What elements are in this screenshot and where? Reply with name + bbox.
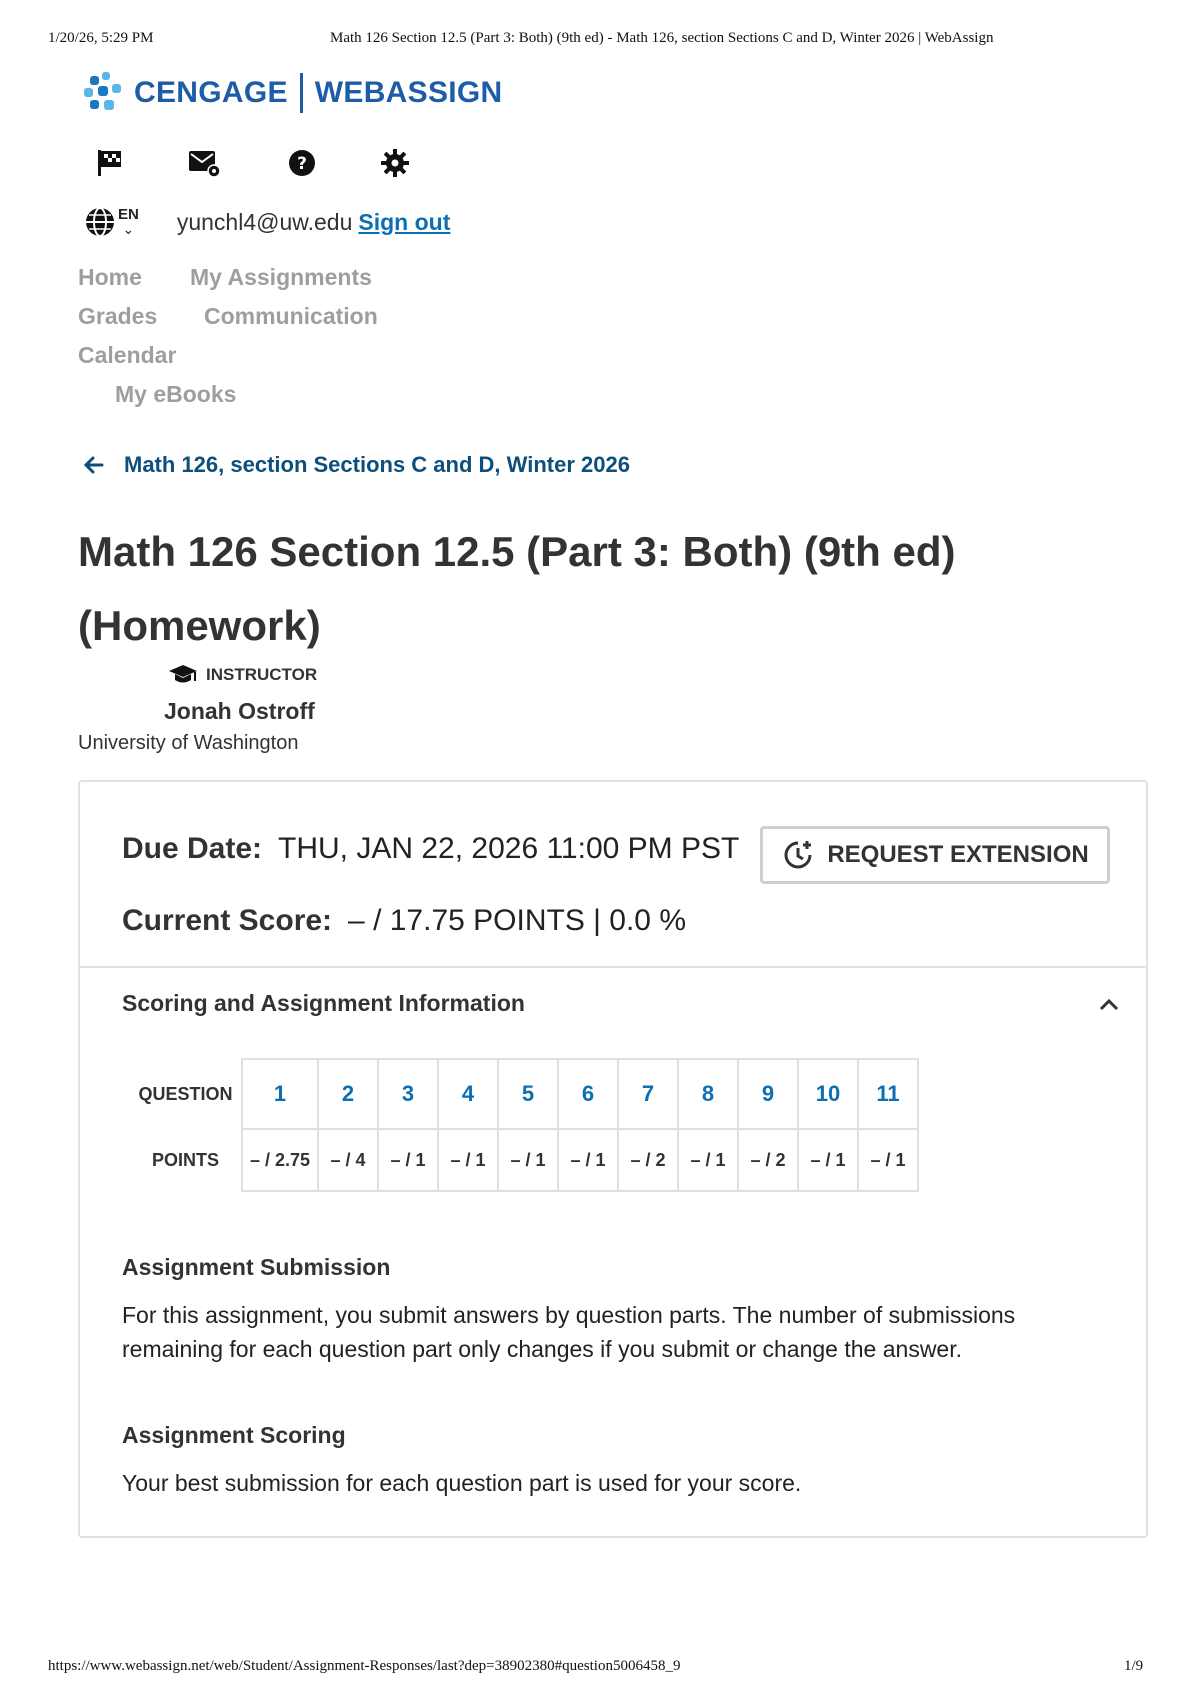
breadcrumb-course: Math 126, section Sections C and D, Winter 2026 (124, 452, 630, 477)
print-page-number: 1/9 (1124, 1658, 1144, 1674)
brand-webassign: WEBASSIGN (314, 76, 503, 109)
flag-icon[interactable] (93, 146, 127, 180)
scoring-text: Your best submission for each question part is used for your score. (122, 1470, 802, 1496)
cengage-logo-icon (82, 70, 128, 116)
nav-communication[interactable]: Communication (204, 303, 378, 329)
question-points-table (130, 1058, 919, 1192)
page-title (78, 515, 1128, 663)
current-score-value: – / 17.75 POINTS | 0.0 % (348, 904, 687, 937)
scoring-heading: Assignment Scoring (122, 1422, 346, 1448)
instructor-label-row (168, 664, 317, 686)
mail-settings-icon[interactable] (188, 146, 222, 180)
page-title-line2: (Homework) (78, 602, 321, 649)
chevron-up-icon[interactable] (1098, 996, 1120, 1012)
question-link[interactable]: 4 (438, 1059, 498, 1129)
svg-text:?: ? (297, 154, 307, 174)
cengage-webassign-logo[interactable] (82, 70, 503, 116)
due-date-label: Due Date: (122, 832, 263, 865)
language-code: EN (118, 206, 139, 223)
print-page-title: Math 126 Section 12.5 (Part 3: Both) (9th ed) - Math 126, section Sections C and D, Winter 2026 | WebAssign (330, 30, 994, 46)
assignment-info-card (78, 780, 1148, 1538)
question-header: QUESTION (138, 1083, 233, 1104)
submission-text: For this assignment, you submit answers by question parts. The number of submissions remaining for each question part only changes if you submit or change the answer. (122, 1302, 1016, 1362)
print-footer-url: https://www.webassign.net/web/Student/Assignment-Responses/last?dep=38902380#question5006458_9 (48, 1658, 681, 1674)
nav-home[interactable]: Home (78, 264, 142, 290)
question-link[interactable]: 11 (858, 1059, 918, 1129)
nav-calendar[interactable]: Calendar (78, 342, 177, 368)
question-points: – / 1 (558, 1129, 618, 1191)
language-selector[interactable] (84, 206, 139, 238)
due-date-value: THU, JAN 22, 2026 11:00 PM PST (278, 832, 740, 865)
page-title-line1: Math 126 Section 12.5 (Part 3: Both) (9th ed) (78, 528, 956, 575)
question-link[interactable]: 7 (618, 1059, 678, 1129)
nav-grades[interactable]: Grades (78, 303, 158, 329)
question-points: – / 2.75 (242, 1129, 318, 1191)
gear-icon[interactable] (378, 146, 412, 180)
question-link[interactable]: 1 (242, 1059, 318, 1129)
current-score-label: Current Score: (122, 904, 333, 937)
print-datetime: 1/20/26, 5:29 PM (48, 30, 154, 46)
question-points: – / 1 (798, 1129, 858, 1191)
question-points: – / 1 (858, 1129, 918, 1191)
question-points: – / 4 (318, 1129, 378, 1191)
clock-plus-icon (781, 838, 815, 872)
nav-my-ebooks[interactable]: My eBooks (115, 381, 237, 407)
university-name: University of Washington (78, 732, 299, 754)
question-points: – / 1 (498, 1129, 558, 1191)
points-header: POINTS (151, 1149, 219, 1170)
user-email: yunchl4@uw.edu (176, 208, 353, 235)
globe-icon (84, 206, 116, 238)
brand-separator (300, 73, 303, 113)
question-points: – / 1 (378, 1129, 438, 1191)
scoring-section-header[interactable]: Scoring and Assignment Information (122, 990, 525, 1016)
help-icon[interactable] (285, 146, 319, 180)
question-points: – / 1 (438, 1129, 498, 1191)
question-link[interactable]: 5 (498, 1059, 558, 1129)
sign-out-link[interactable]: Sign out (358, 208, 451, 235)
nav-my-assignments[interactable]: My Assignments (190, 264, 372, 290)
question-link[interactable]: 9 (738, 1059, 798, 1129)
question-link[interactable]: 8 (678, 1059, 738, 1129)
chevron-down-icon: ⌄ (122, 221, 135, 237)
question-points: – / 2 (738, 1129, 798, 1191)
instructor-name: Jonah Ostroff (164, 698, 315, 724)
submission-heading: Assignment Submission (122, 1254, 391, 1280)
question-link[interactable]: 10 (798, 1059, 858, 1129)
question-link[interactable]: 2 (318, 1059, 378, 1129)
request-extension-button[interactable] (760, 826, 1110, 884)
breadcrumb-course-link[interactable] (82, 452, 630, 478)
question-points: – / 1 (678, 1129, 738, 1191)
due-score-section (80, 782, 1146, 968)
instructor-label: INSTRUCTOR (206, 665, 318, 684)
graduation-cap-icon (168, 664, 198, 686)
question-link[interactable]: 3 (378, 1059, 438, 1129)
arrow-left-icon (82, 453, 106, 477)
question-points: – / 2 (618, 1129, 678, 1191)
question-link[interactable]: 6 (558, 1059, 618, 1129)
brand-cengage: CENGAGE (134, 76, 288, 109)
request-extension-label: REQUEST EXTENSION (827, 841, 1089, 868)
